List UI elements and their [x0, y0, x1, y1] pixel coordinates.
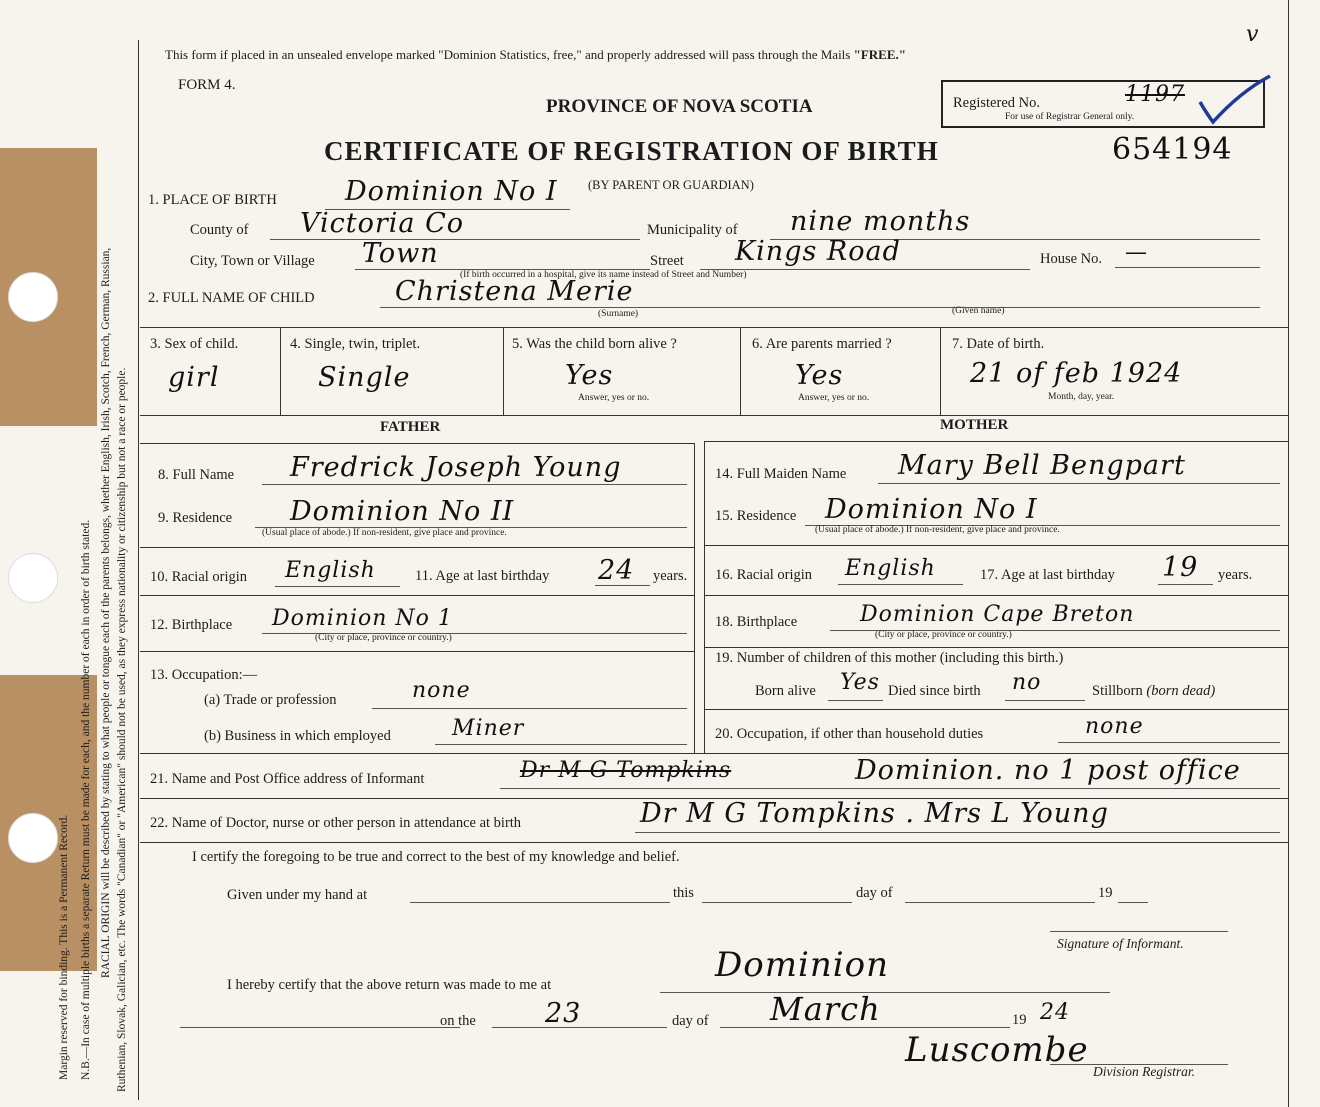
hospital-note: (If birth occurred in a hospital, give its name instead of Street and Number): [460, 270, 747, 280]
mother-children-label: 19. Number of children of this mother (including this birth.): [715, 650, 1064, 666]
day-of-label: day of: [856, 885, 893, 901]
registered-label: Registered No.: [953, 95, 1040, 111]
this-label: this: [673, 885, 694, 901]
father-racial-label: 10. Racial origin: [150, 569, 248, 585]
father-bp-label: 12. Birthplace: [150, 617, 233, 633]
mother-bp-note: (City or place, province or country.): [875, 630, 1012, 640]
doctor-label: 22. Name of Doctor, nurse or other person in attendance at birth: [150, 815, 522, 831]
corner-mark: v: [1246, 22, 1260, 47]
stillborn-label: Stillborn (born dead): [1092, 683, 1216, 699]
father-age-value: 24: [598, 555, 635, 586]
father-trade-value: none: [412, 678, 471, 703]
father-bp-note: (City or place, province or country.): [315, 633, 452, 643]
punch-hole-2: [8, 553, 58, 603]
municipality-label: Municipality of: [647, 222, 738, 238]
street-value: Kings Road: [735, 236, 901, 267]
mother-bp-label: 18. Birthplace: [715, 614, 798, 630]
registered-year-value: 24: [1040, 1000, 1070, 1025]
county-value: Victoria Co: [300, 208, 465, 239]
born-alive-label: Born alive: [755, 683, 816, 699]
form-title: CERTIFICATE OF REGISTRATION OF BIRTH: [324, 136, 939, 166]
registered-month-value: March: [770, 990, 881, 1028]
division-registrar: Division Registrar.: [1093, 1064, 1196, 1079]
mother-name-value: Mary Bell Bengpart: [898, 450, 1186, 481]
dob-label: 7. Date of birth.: [952, 336, 1045, 352]
day-of-label-2: day of: [672, 1013, 709, 1029]
mother-occ-value: none: [1085, 714, 1144, 739]
father-age-unit: years.: [653, 568, 688, 584]
married-label: 6. Are parents married ?: [752, 336, 892, 352]
mother-res-label: 15. Residence: [715, 508, 797, 524]
place-value: Dominion No I: [345, 176, 558, 207]
single-label: 4. Single, twin, triplet.: [290, 336, 421, 352]
hereby-label: I hereby certify that the above return was made to me at: [227, 977, 552, 993]
form-left-border: [138, 40, 139, 1100]
city-value: Town: [362, 238, 439, 269]
mother-racial-label: 16. Racial origin: [715, 567, 813, 583]
on-the-label: on the: [440, 1013, 476, 1029]
house-label: House No.: [1040, 251, 1103, 267]
place-label: 1. PLACE OF BIRTH: [148, 192, 277, 208]
father-res-note: (Usual place of abode.) If non-resident, give place and province.: [262, 528, 507, 538]
father-bp-value: Dominion No 1: [272, 606, 453, 631]
signature-informant: Signature of Informant.: [1057, 936, 1184, 951]
mother-age-label: 17. Age at last birthday: [980, 567, 1115, 583]
father-trade-label: (a) Trade or profession: [204, 692, 337, 708]
mother-age-value: 19: [1162, 552, 1199, 583]
registered-place-value: Dominion: [715, 945, 889, 985]
informant-label: 21. Name and Post Office address of Informant: [150, 771, 425, 787]
married-note: Answer, yes or no.: [798, 393, 870, 403]
informant-struck-value: Dr M G Tompkins: [520, 758, 732, 783]
check-mark-icon: [1195, 72, 1275, 128]
father-occ-label: 13. Occupation:—: [150, 667, 258, 683]
mother-name-label: 14. Full Maiden Name: [715, 466, 847, 482]
province-heading: PROVINCE OF NOVA SCOTIA: [546, 96, 813, 117]
sex-value: girl: [168, 362, 220, 393]
mother-res-value: Dominion No I: [825, 494, 1038, 525]
child-name-label: 2. FULL NAME OF CHILD: [148, 290, 315, 306]
father-business-value: Miner: [452, 716, 525, 741]
doctor-value: Dr M G Tompkins . Mrs L Young: [640, 798, 1109, 829]
by-parent: (BY PARENT OR GUARDIAN): [588, 178, 754, 192]
mother-racial-value: English: [845, 556, 936, 581]
died-value: no: [1012, 670, 1042, 695]
certify-statement: I certify the foregoing to be true and correct to the best of my knowledge and belief.: [192, 849, 680, 865]
margin-note-multiple: N.B.—In case of multiple births a separate Return must be made for each, and the number of each in order of birth stated.: [80, 519, 92, 1080]
single-value: Single: [318, 362, 411, 393]
year-19-label: 19: [1098, 885, 1113, 901]
mother-age-unit: years.: [1218, 567, 1253, 583]
informant-value: Dominion. no 1 post office: [855, 755, 1241, 786]
dob-note: Month, day, year.: [1048, 392, 1115, 402]
died-label: Died since birth: [888, 683, 981, 699]
county-label: County of: [190, 222, 249, 238]
alive-note: Answer, yes or no.: [578, 393, 650, 403]
punch-hole-1: [8, 272, 58, 322]
municipality-value: nine months: [790, 206, 971, 237]
surname-note: (Surname): [598, 309, 639, 319]
mail-notice: This form if placed in an unsealed envelope marked "Dominion Statistics, free," and properly addressed will pass through the Mails "FREE.": [165, 47, 906, 62]
father-name-value: Fredrick Joseph Young: [290, 452, 622, 483]
sex-label: 3. Sex of child.: [150, 336, 239, 352]
child-name-value: Christena Merie: [395, 276, 634, 307]
father-heading: FATHER: [380, 419, 441, 435]
registered-day-value: 23: [545, 998, 582, 1029]
dob-value: 21 of feb 1924: [970, 358, 1183, 389]
father-age-label: 11. Age at last birthday: [415, 568, 550, 584]
alive-value: Yes: [565, 360, 614, 391]
street-label: Street: [650, 253, 684, 269]
given-label: Given under my hand at: [227, 887, 368, 903]
registered-value: 1197: [1125, 82, 1185, 107]
father-res-label: 9. Residence: [158, 510, 233, 526]
married-value: Yes: [795, 360, 844, 391]
margin-note-words: Ruthenian, Slovak, Galician, etc. The words "Canadian" or "American" should not be used, as they express nationality or citizenship but not a race or people.: [116, 367, 128, 1092]
form-number: FORM 4.: [178, 77, 236, 93]
father-racial-value: English: [285, 558, 376, 583]
father-res-value: Dominion No II: [290, 496, 515, 527]
mother-heading: MOTHER: [940, 417, 1009, 433]
city-label: City, Town or Village: [190, 253, 315, 269]
margin-note-racial: RACIAL ORIGIN will be described by stating to what people or tongue each of the parents belongs, whether English, Irish, Scotch, French, German, Russian,: [100, 247, 112, 978]
house-value: —: [1125, 240, 1148, 265]
born-alive-value: Yes: [840, 670, 880, 695]
father-business-label: (b) Business in which employed: [204, 728, 391, 744]
mother-occ-label: 20. Occupation, if other than household duties: [715, 726, 984, 742]
mother-res-note: (Usual place of abode.) If non-resident, give place and province.: [815, 525, 1060, 535]
alive-label: 5. Was the child born alive ?: [512, 336, 677, 352]
year-19-label-2: 19: [1012, 1012, 1027, 1028]
form-right-border: [1288, 0, 1289, 1107]
father-name-label: 8. Full Name: [158, 467, 235, 483]
given-note: (Given name): [952, 306, 1005, 316]
cert-number: 654194: [1112, 132, 1233, 167]
registrar-note: For use of Registrar General only.: [1005, 112, 1135, 122]
punch-hole-3: [8, 813, 58, 863]
registrar-signature: Luscombe: [905, 1030, 1089, 1070]
margin-note-binding: Margin reserved for binding. This is a Permanent Record.: [58, 814, 70, 1080]
parents-divider: [694, 443, 695, 753]
mother-bp-value: Dominion Cape Breton: [860, 602, 1135, 627]
